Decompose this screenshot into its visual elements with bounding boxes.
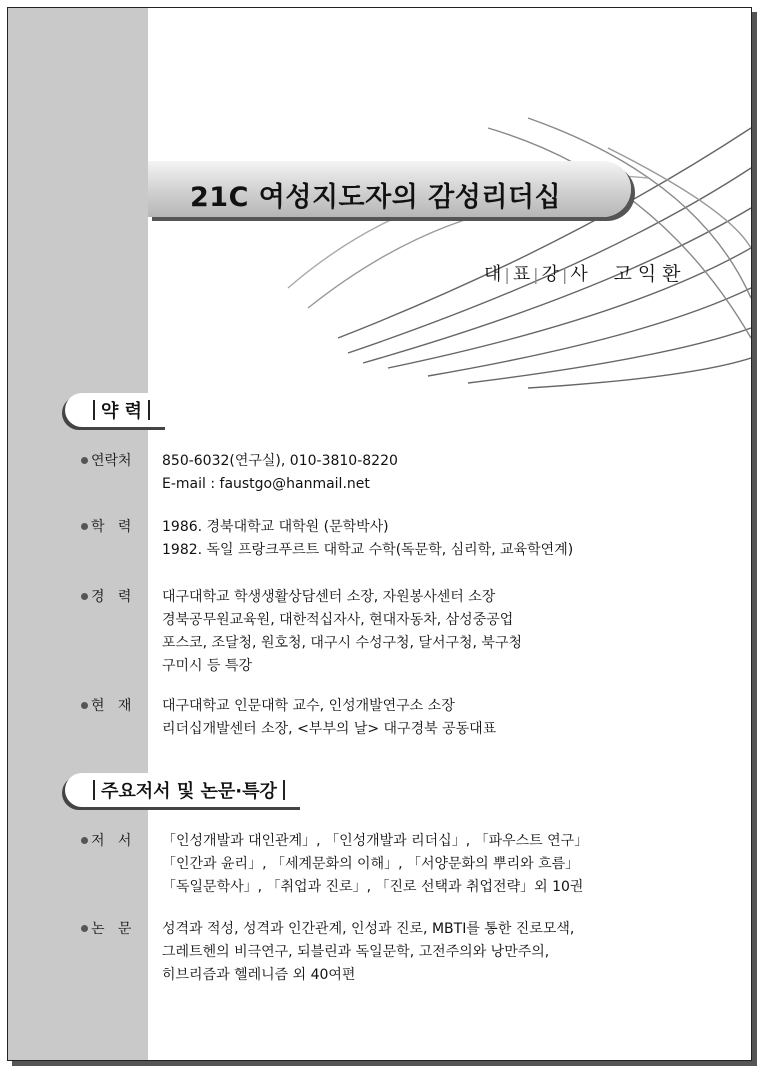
entry-line: 「인성개발과 대인관계」, 「인성개발과 리더십」, 「파우스트 연구」: [162, 833, 589, 849]
lecturer-role-char: 대: [484, 264, 502, 285]
bullet-icon: [81, 523, 88, 530]
lecturer-role-char: 표: [512, 264, 531, 285]
entry-line: 대구대학교 인문대학 교수, 인성개발연구소 소장: [162, 698, 455, 714]
entry-line: 포스코, 조달청, 원호청, 대구시 수성구청, 달서구청, 북구청: [162, 635, 523, 651]
entry-line: 구미시 등 특강: [162, 658, 253, 674]
entry-line: 「인간과 윤리」, 「세계문화의 이해」, 「서양문화의 뿌리와 흐름」: [162, 856, 580, 872]
bullet-icon: [81, 593, 88, 600]
lecturer-role-char: 강: [541, 264, 559, 285]
entry-label: 연락처: [81, 450, 156, 470]
section-title: 주요저서 및 논문·특강: [101, 781, 277, 802]
entry-label: 경 력: [81, 586, 156, 606]
entry-line: 850-6032(연구실), 010-3810-8220: [162, 453, 398, 469]
lecturer-line: 대 | 표 | 강 | 사 고익환: [484, 263, 687, 285]
entry-label: 현 재: [81, 695, 156, 715]
bullet-icon: [81, 837, 88, 844]
lecturer-name: 고익환: [613, 263, 687, 285]
bullet-icon: [81, 925, 88, 932]
entry-line: 「독일문학사」, 「취업과 진로」, 「진로 선택과 취업전략」외 10권: [162, 879, 584, 895]
bullet-icon: [81, 457, 88, 464]
lecturer-role-char: 사: [570, 264, 588, 285]
section-heading-profile: [65, 393, 168, 427]
entry-line: 성격과 적성, 성격과 인간관계, 인성과 진로, MBTI를 통한 진로모색,: [162, 921, 575, 937]
document-title: 21C 여성지도자의 감성리더십: [190, 182, 562, 213]
bullet-icon: [81, 702, 88, 709]
entry-line: 대구대학교 학생생활상담센터 소장, 자원봉사센터 소장: [162, 589, 496, 605]
entry-label: 학 력: [81, 516, 156, 536]
section-heading-works: [65, 773, 303, 807]
title-banner: [148, 161, 631, 217]
entry-line: 1986. 경북대학교 대학원 (문학박사): [162, 519, 389, 535]
entry-line: 1982. 독일 프랑크푸르트 대학교 수학(독문학, 심리학, 교육학연계): [162, 542, 574, 558]
entry-label: 저 서: [81, 830, 156, 850]
entry-label: 논 문: [81, 918, 156, 938]
document-page: [7, 7, 752, 1061]
entry-line: 경북공무원교육원, 대한적십자사, 현대자동차, 삼성중공업: [162, 612, 514, 628]
entry-line: E-mail : faustgo@hanmail.net: [162, 476, 370, 492]
entry-line: 리더십개발센터 소장, <부부의 날> 대구경북 공동대표: [162, 721, 497, 737]
entry-line: 히브리즘과 헬레니즘 외 40여편: [162, 967, 356, 983]
section-title: 약 력: [101, 401, 143, 422]
entry-line: 그레트헨의 비극연구, 되블린과 독일문학, 고전주의와 낭만주의,: [162, 944, 550, 960]
